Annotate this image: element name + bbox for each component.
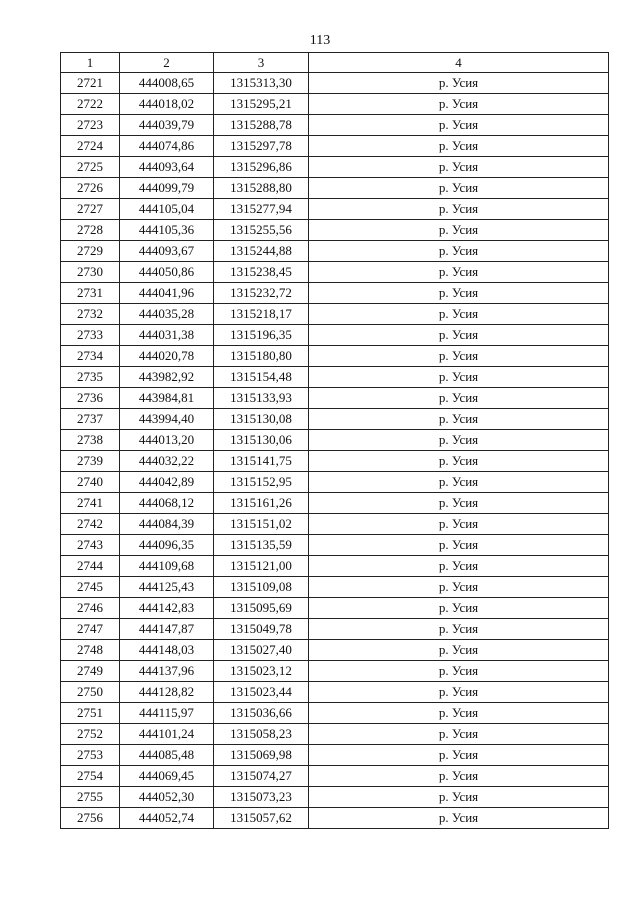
description-cell: р. Усия [309,745,609,766]
y-coordinate-cell: 1315133,93 [214,388,309,409]
point-number-cell: 2732 [61,304,120,325]
point-number-cell: 2743 [61,535,120,556]
description-cell: р. Усия [309,535,609,556]
table-row [61,808,609,829]
table-row [61,220,609,241]
table-body [61,73,609,829]
x-coordinate-cell: 444068,12 [120,493,214,514]
y-coordinate-cell: 1315161,26 [214,493,309,514]
point-number-cell: 2730 [61,262,120,283]
table-row [61,241,609,262]
description-cell: р. Усия [309,514,609,535]
table-row [61,325,609,346]
x-coordinate-cell: 444052,30 [120,787,214,808]
column-header: 4 [309,53,609,73]
y-coordinate-cell: 1315095,69 [214,598,309,619]
x-coordinate-cell: 444101,24 [120,724,214,745]
description-cell: р. Усия [309,472,609,493]
y-coordinate-cell: 1315058,23 [214,724,309,745]
x-coordinate-cell: 444084,39 [120,514,214,535]
y-coordinate-cell: 1315135,59 [214,535,309,556]
table-row [61,787,609,808]
y-coordinate-cell: 1315313,30 [214,73,309,94]
coordinates-table [60,52,609,829]
description-cell: р. Усия [309,94,609,115]
point-number-cell: 2731 [61,283,120,304]
x-coordinate-cell: 444013,20 [120,430,214,451]
point-number-cell: 2746 [61,598,120,619]
y-coordinate-cell: 1315130,06 [214,430,309,451]
x-coordinate-cell: 444050,86 [120,262,214,283]
y-coordinate-cell: 1315297,78 [214,136,309,157]
table-row [61,304,609,325]
description-cell: р. Усия [309,409,609,430]
table-row [61,577,609,598]
point-number-cell: 2736 [61,388,120,409]
x-coordinate-cell: 444020,78 [120,346,214,367]
table-row [61,451,609,472]
y-coordinate-cell: 1315277,94 [214,199,309,220]
description-cell: р. Усия [309,451,609,472]
x-coordinate-cell: 443982,92 [120,367,214,388]
point-number-cell: 2744 [61,556,120,577]
description-cell: р. Усия [309,493,609,514]
point-number-cell: 2729 [61,241,120,262]
description-cell: р. Усия [309,556,609,577]
point-number-cell: 2754 [61,766,120,787]
description-cell: р. Усия [309,136,609,157]
y-coordinate-cell: 1315074,27 [214,766,309,787]
y-coordinate-cell: 1315141,75 [214,451,309,472]
description-cell: р. Усия [309,325,609,346]
point-number-cell: 2725 [61,157,120,178]
description-cell: р. Усия [309,157,609,178]
y-coordinate-cell: 1315057,62 [214,808,309,829]
description-cell: р. Усия [309,787,609,808]
y-coordinate-cell: 1315023,12 [214,661,309,682]
description-cell: р. Усия [309,619,609,640]
x-coordinate-cell: 444052,74 [120,808,214,829]
description-cell: р. Усия [309,304,609,325]
y-coordinate-cell: 1315196,35 [214,325,309,346]
point-number-cell: 2733 [61,325,120,346]
table-row [61,94,609,115]
description-cell: р. Усия [309,724,609,745]
table-row [61,493,609,514]
description-cell: р. Усия [309,178,609,199]
x-coordinate-cell: 444148,03 [120,640,214,661]
table-row [61,619,609,640]
y-coordinate-cell: 1315295,21 [214,94,309,115]
y-coordinate-cell: 1315288,78 [214,115,309,136]
x-coordinate-cell: 444074,86 [120,136,214,157]
table-row [61,136,609,157]
y-coordinate-cell: 1315027,40 [214,640,309,661]
x-coordinate-cell: 443994,40 [120,409,214,430]
table-row [61,745,609,766]
x-coordinate-cell: 444093,67 [120,241,214,262]
description-cell: р. Усия [309,598,609,619]
description-cell: р. Усия [309,766,609,787]
table-row [61,766,609,787]
point-number-cell: 2723 [61,115,120,136]
table-row [61,535,609,556]
point-number-cell: 2738 [61,430,120,451]
description-cell: р. Усия [309,388,609,409]
description-cell: р. Усия [309,682,609,703]
x-coordinate-cell: 444125,43 [120,577,214,598]
point-number-cell: 2737 [61,409,120,430]
point-number-cell: 2735 [61,367,120,388]
table-row [61,262,609,283]
point-number-cell: 2750 [61,682,120,703]
point-number-cell: 2739 [61,451,120,472]
x-coordinate-cell: 444093,64 [120,157,214,178]
y-coordinate-cell: 1315152,95 [214,472,309,493]
description-cell: р. Усия [309,220,609,241]
y-coordinate-cell: 1315151,02 [214,514,309,535]
y-coordinate-cell: 1315036,66 [214,703,309,724]
point-number-cell: 2722 [61,94,120,115]
table-row [61,598,609,619]
description-cell: р. Усия [309,703,609,724]
point-number-cell: 2727 [61,199,120,220]
x-coordinate-cell: 444099,79 [120,178,214,199]
y-coordinate-cell: 1315255,56 [214,220,309,241]
y-coordinate-cell: 1315238,45 [214,262,309,283]
x-coordinate-cell: 443984,81 [120,388,214,409]
description-cell: р. Усия [309,367,609,388]
y-coordinate-cell: 1315130,08 [214,409,309,430]
y-coordinate-cell: 1315288,80 [214,178,309,199]
x-coordinate-cell: 444137,96 [120,661,214,682]
description-cell: р. Усия [309,346,609,367]
y-coordinate-cell: 1315244,88 [214,241,309,262]
page-number: 113 [309,33,331,48]
description-cell: р. Усия [309,262,609,283]
table-row [61,178,609,199]
point-number-cell: 2753 [61,745,120,766]
x-coordinate-cell: 444042,89 [120,472,214,493]
x-coordinate-cell: 444035,28 [120,304,214,325]
point-number-cell: 2749 [61,661,120,682]
column-header: 2 [120,53,214,73]
description-cell: р. Усия [309,661,609,682]
description-cell: р. Усия [309,241,609,262]
point-number-cell: 2734 [61,346,120,367]
x-coordinate-cell: 444115,97 [120,703,214,724]
column-header: 1 [61,53,120,73]
table-row [61,640,609,661]
table-row [61,157,609,178]
table-row [61,199,609,220]
x-coordinate-cell: 444085,48 [120,745,214,766]
point-number-cell: 2721 [61,73,120,94]
description-cell: р. Усия [309,640,609,661]
y-coordinate-cell: 1315069,98 [214,745,309,766]
point-number-cell: 2745 [61,577,120,598]
table-row [61,367,609,388]
point-number-cell: 2752 [61,724,120,745]
description-cell: р. Усия [309,577,609,598]
description-cell: р. Усия [309,115,609,136]
x-coordinate-cell: 444069,45 [120,766,214,787]
table-header-row [61,53,609,73]
x-coordinate-cell: 444008,65 [120,73,214,94]
y-coordinate-cell: 1315180,80 [214,346,309,367]
table-row [61,430,609,451]
y-coordinate-cell: 1315218,17 [214,304,309,325]
table-row [61,115,609,136]
x-coordinate-cell: 444105,36 [120,220,214,241]
table-row [61,661,609,682]
table-row [61,388,609,409]
point-number-cell: 2726 [61,178,120,199]
y-coordinate-cell: 1315049,78 [214,619,309,640]
x-coordinate-cell: 444128,82 [120,682,214,703]
description-cell: р. Усия [309,808,609,829]
y-coordinate-cell: 1315154,48 [214,367,309,388]
point-number-cell: 2728 [61,220,120,241]
point-number-cell: 2756 [61,808,120,829]
point-number-cell: 2740 [61,472,120,493]
point-number-cell: 2747 [61,619,120,640]
point-number-cell: 2741 [61,493,120,514]
point-number-cell: 2755 [61,787,120,808]
table-row [61,73,609,94]
x-coordinate-cell: 444105,04 [120,199,214,220]
point-number-cell: 2742 [61,514,120,535]
table-row [61,472,609,493]
y-coordinate-cell: 1315296,86 [214,157,309,178]
x-coordinate-cell: 444147,87 [120,619,214,640]
y-coordinate-cell: 1315023,44 [214,682,309,703]
table-row [61,283,609,304]
description-cell: р. Усия [309,73,609,94]
point-number-cell: 2751 [61,703,120,724]
point-number-cell: 2724 [61,136,120,157]
table-row [61,682,609,703]
x-coordinate-cell: 444031,38 [120,325,214,346]
table-row [61,703,609,724]
x-coordinate-cell: 444096,35 [120,535,214,556]
description-cell: р. Усия [309,430,609,451]
table-row [61,514,609,535]
description-cell: р. Усия [309,283,609,304]
table-row [61,556,609,577]
table-row [61,409,609,430]
x-coordinate-cell: 444039,79 [120,115,214,136]
point-number-cell: 2748 [61,640,120,661]
x-coordinate-cell: 444142,83 [120,598,214,619]
column-header: 3 [214,53,309,73]
x-coordinate-cell: 444032,22 [120,451,214,472]
y-coordinate-cell: 1315121,00 [214,556,309,577]
y-coordinate-cell: 1315109,08 [214,577,309,598]
x-coordinate-cell: 444109,68 [120,556,214,577]
x-coordinate-cell: 444041,96 [120,283,214,304]
y-coordinate-cell: 1315073,23 [214,787,309,808]
description-cell: р. Усия [309,199,609,220]
table-row [61,724,609,745]
x-coordinate-cell: 444018,02 [120,94,214,115]
table-row [61,346,609,367]
y-coordinate-cell: 1315232,72 [214,283,309,304]
